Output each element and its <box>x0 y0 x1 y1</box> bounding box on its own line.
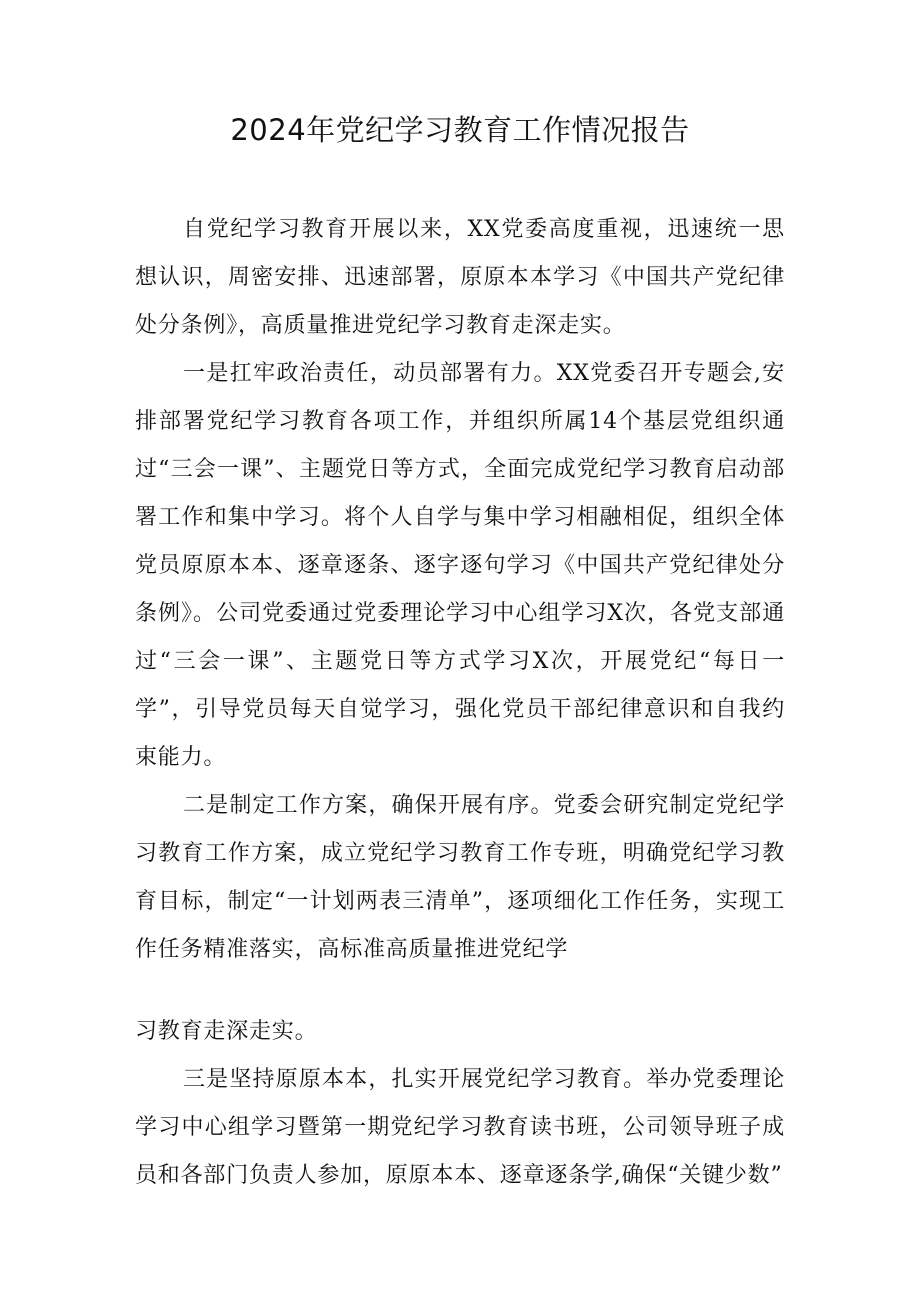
paragraph-point-two: 二是制定工作方案，确保开展有序。党委会研究制定党纪学习教育工作方案，成立党纪学习教育工作专班，明确党纪学习教育目标，制定“一计划两表三清单”，逐项细化工作任务，实现工作任务精准落实，高标准高质量推进党纪学 <box>135 793 785 962</box>
document-title: 2024年党纪学习教育工作情况报告 <box>230 113 690 147</box>
paragraph-intro: 自党纪学习教育开展以来，XX党委高度重视，迅速统一思想认识，周密安排、迅速部署，原原本本学习《中国共产党纪律处分条例》，高质量推进党纪学习教育走深走实。 <box>135 217 785 338</box>
paragraph-point-two-continued: 习教育走深走实。 <box>135 1019 318 1044</box>
paragraph-point-one: 一是扛牢政治责任，动员部署有力。XX党委召开专题会,安排部署党纪学习教育各项工作，并组织所属14个基层党组织通过“三会一课”、主题党日等方式，全面完成党纪学习教育启动部署工作和集中学习。将个人自学与集中学习相融相促，组织全体党员原原本本、逐章逐条、逐字逐句学习《中国共产党纪律处分条例》。公司党委通过党委理论学习中心组学习X次，各党支部通过“三会一课”、主题党日等方式学习X次，开展党纪“每日一学”，引导党员每天自觉学习，强化党员干部纪律意识和自我约束能力。 <box>135 361 785 770</box>
paragraph-point-three: 三是坚持原原本本，扎实开展党纪学习教育。举办党委理论学习中心组学习暨第一期党纪学习教育读书班，公司领导班子成员和各部门负责人参加，原原本本、逐章逐条学,确保“关键少数” <box>135 1067 785 1188</box>
